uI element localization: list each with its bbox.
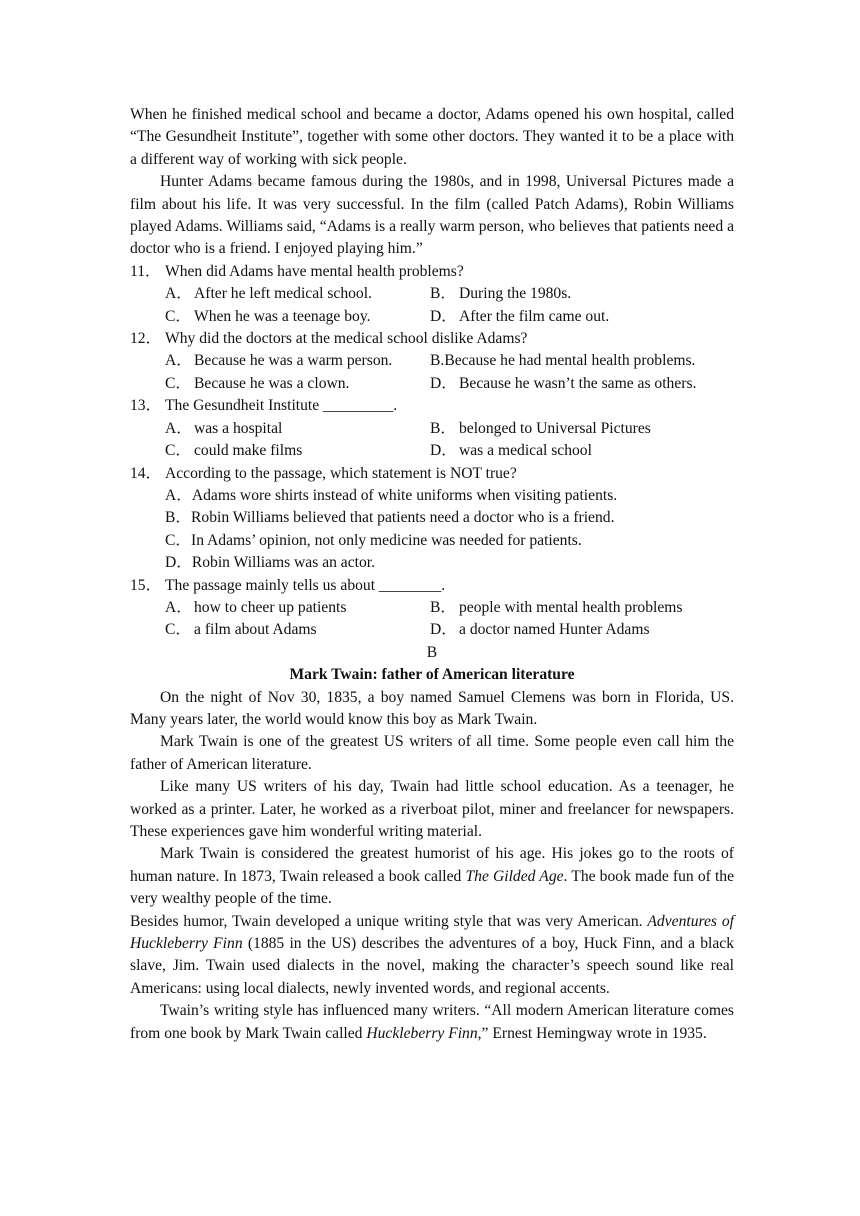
paragraph-humor: Mark Twain is considered the greatest humorist of his age. His jokes go to the roots of human nature. In 1873, Twain released a book called The Gilded Age. The book made fun of the very wealthy people of the time.	[130, 845, 734, 908]
question-13	[130, 395, 734, 417]
paragraph-influence: Twain’s writing style has influenced many writers. “All modern American literature comes from one book by Mark Twain called Huckleberry Finn,” Ernest Hemingway wrote in 1935.	[130, 1002, 734, 1042]
question-12	[130, 328, 734, 350]
option-c[interactable]: C． a film about Adams	[165, 621, 317, 639]
paragraph-style: Besides humor, Twain developed a unique writing style that was very American. Adventures of Huckleberry Finn (1885 in the US) describes the adventures of a boy, Huck Finn, and a black slave, Jim. Twain used dialects in the novel, making the character’s speech sound like real Americans: using local dialects, newly invented words, and regional accents.	[130, 912, 735, 997]
option-a[interactable]: A． was a hospital	[165, 419, 283, 437]
option-d[interactable]: D． a doctor named Hunter Adams	[430, 621, 650, 639]
option-a[interactable]: A． how to cheer up patients	[165, 598, 347, 616]
option-a[interactable]: A． After he left medical school.	[165, 285, 372, 303]
question-number: 15．	[130, 576, 162, 594]
options-13	[130, 418, 734, 463]
option-c[interactable]: C． When he was a teenage boy.	[165, 307, 371, 325]
paragraph-greatest: Mark Twain is one of the greatest US writers of all time. Some people even call him the father of American literature.	[130, 733, 734, 773]
question-stem: The passage mainly tells us about ________.	[165, 576, 446, 594]
question-number: 12．	[130, 330, 162, 348]
option-c[interactable]: C． Because he was a clown.	[165, 374, 350, 392]
paragraph-hospital: When he finished medical school and became a doctor, Adams opened his own hospital, called “The Gesundheit Institute”, together with some other doctors. They wanted it to be a place with a different way of working with sick people.	[130, 106, 734, 168]
option-d[interactable]: D． Because he wasn’t the same as others.	[430, 374, 697, 392]
question-number: 11．	[130, 262, 161, 280]
document-page	[130, 104, 734, 1045]
option-b[interactable]: B.Because he had mental health problems.	[430, 352, 696, 370]
option-b[interactable]: B． During the 1980s.	[430, 285, 572, 303]
book-title: Adventures of Huckleberry Finn	[130, 912, 734, 953]
options-12	[130, 350, 734, 395]
options-14	[130, 485, 734, 575]
question-stem: According to the passage, which statement is NOT true?	[165, 464, 517, 482]
paragraph-early-life: Like many US writers of his day, Twain had little school education. As a teenager, he worked as a printer. Later, he worked as a riverboat pilot, miner and freelancer for newspapers. These experiences gave him wonderful writing material.	[130, 778, 734, 840]
question-number: 14．	[130, 464, 162, 482]
question-14	[130, 463, 734, 485]
option-d[interactable]: D． was a medical school	[430, 442, 592, 460]
question-15	[130, 575, 734, 597]
paragraph-birth: On the night of Nov 30, 1835, a boy named Samuel Clemens was born in Florida, US. Many years later, the world would know this boy as Mark Twain.	[130, 688, 734, 728]
option-b[interactable]: B． belonged to Universal Pictures	[430, 419, 651, 437]
option-c[interactable]: C．In Adams’ opinion, not only medicine was needed for patients.	[165, 531, 582, 549]
question-stem: When did Adams have mental health problems?	[165, 262, 464, 280]
paragraph-film: Hunter Adams became famous during the 1980s, and in 1998, Universal Pictures made a film about his life. It was very successful. In the film (called Patch Adams), Robin Williams played Adams. Williams said, “Adams is a really warm person, who believes that patients need a doctor who is a friend. I enjoyed playing him.”	[130, 173, 734, 258]
question-stem: The Gesundheit Institute _________.	[165, 397, 398, 415]
passage-title: Mark Twain: father of American literature	[289, 666, 575, 684]
question-11	[130, 261, 734, 283]
options-15	[130, 597, 734, 642]
book-title: The Gilded Age	[465, 867, 564, 885]
section-letter: B	[426, 643, 438, 661]
option-b[interactable]: B． people with mental health problems	[430, 598, 683, 616]
option-a[interactable]: A． Because he was a warm person.	[165, 352, 393, 370]
book-title: Huckleberry Finn	[366, 1024, 478, 1042]
option-d[interactable]: D．Robin Williams was an actor.	[165, 554, 376, 572]
options-11	[130, 283, 734, 328]
option-a[interactable]: A．Adams wore shirts instead of white uniforms when visiting patients.	[165, 486, 618, 504]
option-b[interactable]: B．Robin Williams believed that patients need a doctor who is a friend.	[165, 509, 615, 527]
question-number: 13．	[130, 397, 162, 415]
option-d[interactable]: D． After the film came out.	[430, 307, 610, 325]
option-c[interactable]: C． could make films	[165, 442, 303, 460]
question-stem: Why did the doctors at the medical school dislike Adams?	[165, 330, 528, 348]
